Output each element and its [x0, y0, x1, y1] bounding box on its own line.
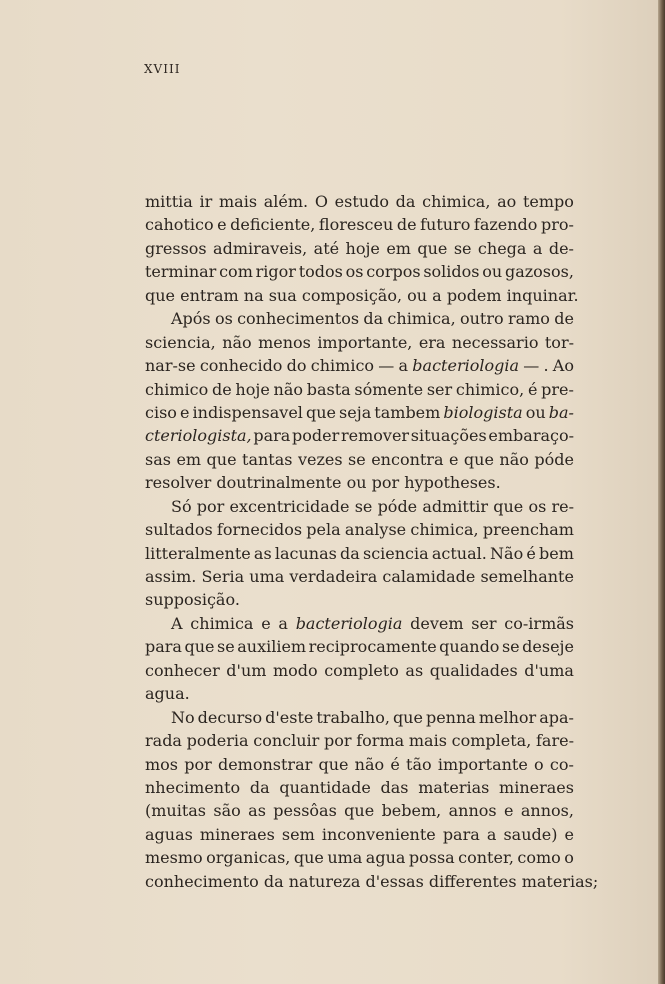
text-line: que entram na sua composição, ou a podem inquinar. — [145, 285, 579, 305]
paragraph — [145, 307, 574, 495]
text-line: No decurso d'este trabalho, que penna melhor apa- — [171, 707, 574, 727]
text-line: (muitas são as pessôas que bebem, annos e annos, — [145, 801, 574, 821]
body-text — [145, 190, 599, 893]
paragraph — [145, 495, 574, 612]
text-line: assim. Seria uma verdadeira calamidade semelhante — [145, 567, 574, 586]
text-line: nhecimento da quantidade das materias mineraes — [145, 777, 574, 797]
text-line: nar-se conhecido do chimico — a bacteriologia — . Ao — [145, 356, 574, 376]
paragraph — [145, 612, 574, 706]
paragraph — [145, 706, 599, 894]
text-line: cahotico e deficiente, floresceu de futuro fazendo pro- — [145, 215, 574, 235]
text-line: conhecimento da natureza d'essas differentes materias; — [145, 871, 599, 891]
text-line: Só por excentricidade se póde admittir que os re- — [171, 496, 574, 516]
text-line: sas em que tantas vezes se encontra e que não póde — [145, 449, 574, 469]
text-line: agua. — [145, 684, 190, 704]
text-line: gressos admiraveis, até hoje em que se chega a de- — [145, 238, 574, 258]
text-line: sciencia, não menos importante, era necessario tor- — [145, 332, 574, 352]
text-line: aguas mineraes sem inconveniente para a saude) e — [145, 824, 574, 844]
text-line: terminar com rigor todos os corpos solidos ou gazosos, — [145, 262, 574, 282]
text-line: chimico de hoje não basta sómente ser chimico, é pre- — [145, 379, 574, 399]
text-line: para que se auxiliem reciprocamente quando se deseje — [145, 637, 574, 657]
paragraph — [145, 190, 579, 307]
text-line: mesmo organicas, que uma agua possa conter, como o — [145, 848, 574, 868]
text-line: resolver doutrinalmente ou por hypotheses. — [145, 473, 501, 493]
text-line: Após os conhecimentos da chimica, outro ramo de — [171, 309, 574, 329]
text-line: rada poderia concluir por forma mais completa, fare- — [145, 731, 574, 751]
text-line: litteralmente as lacunas da sciencia actual. Não é bem — [145, 543, 574, 563]
text-line: conhecer d'um modo completo as qualidades d'uma — [145, 660, 574, 680]
page-edge — [658, 0, 665, 984]
text-line: mittia ir mais além. O estudo da chimica, ao tempo — [145, 192, 574, 211]
text-line: sultados fornecidos pela analyse chimica, preencham — [145, 520, 574, 540]
text-line: supposição. — [145, 590, 240, 610]
text-line: cteriologista, para poder remover situações embaraço- — [145, 426, 574, 446]
text-line: mos por demonstrar que não é tão importante o co- — [145, 754, 574, 774]
text-line: ciso e indispensavel que seja tambem biologista ou ba- — [145, 402, 574, 422]
page-number: XVIII — [144, 62, 181, 76]
text-line: A chimica e a bacteriologia devem ser co-irmãs — [171, 613, 574, 633]
